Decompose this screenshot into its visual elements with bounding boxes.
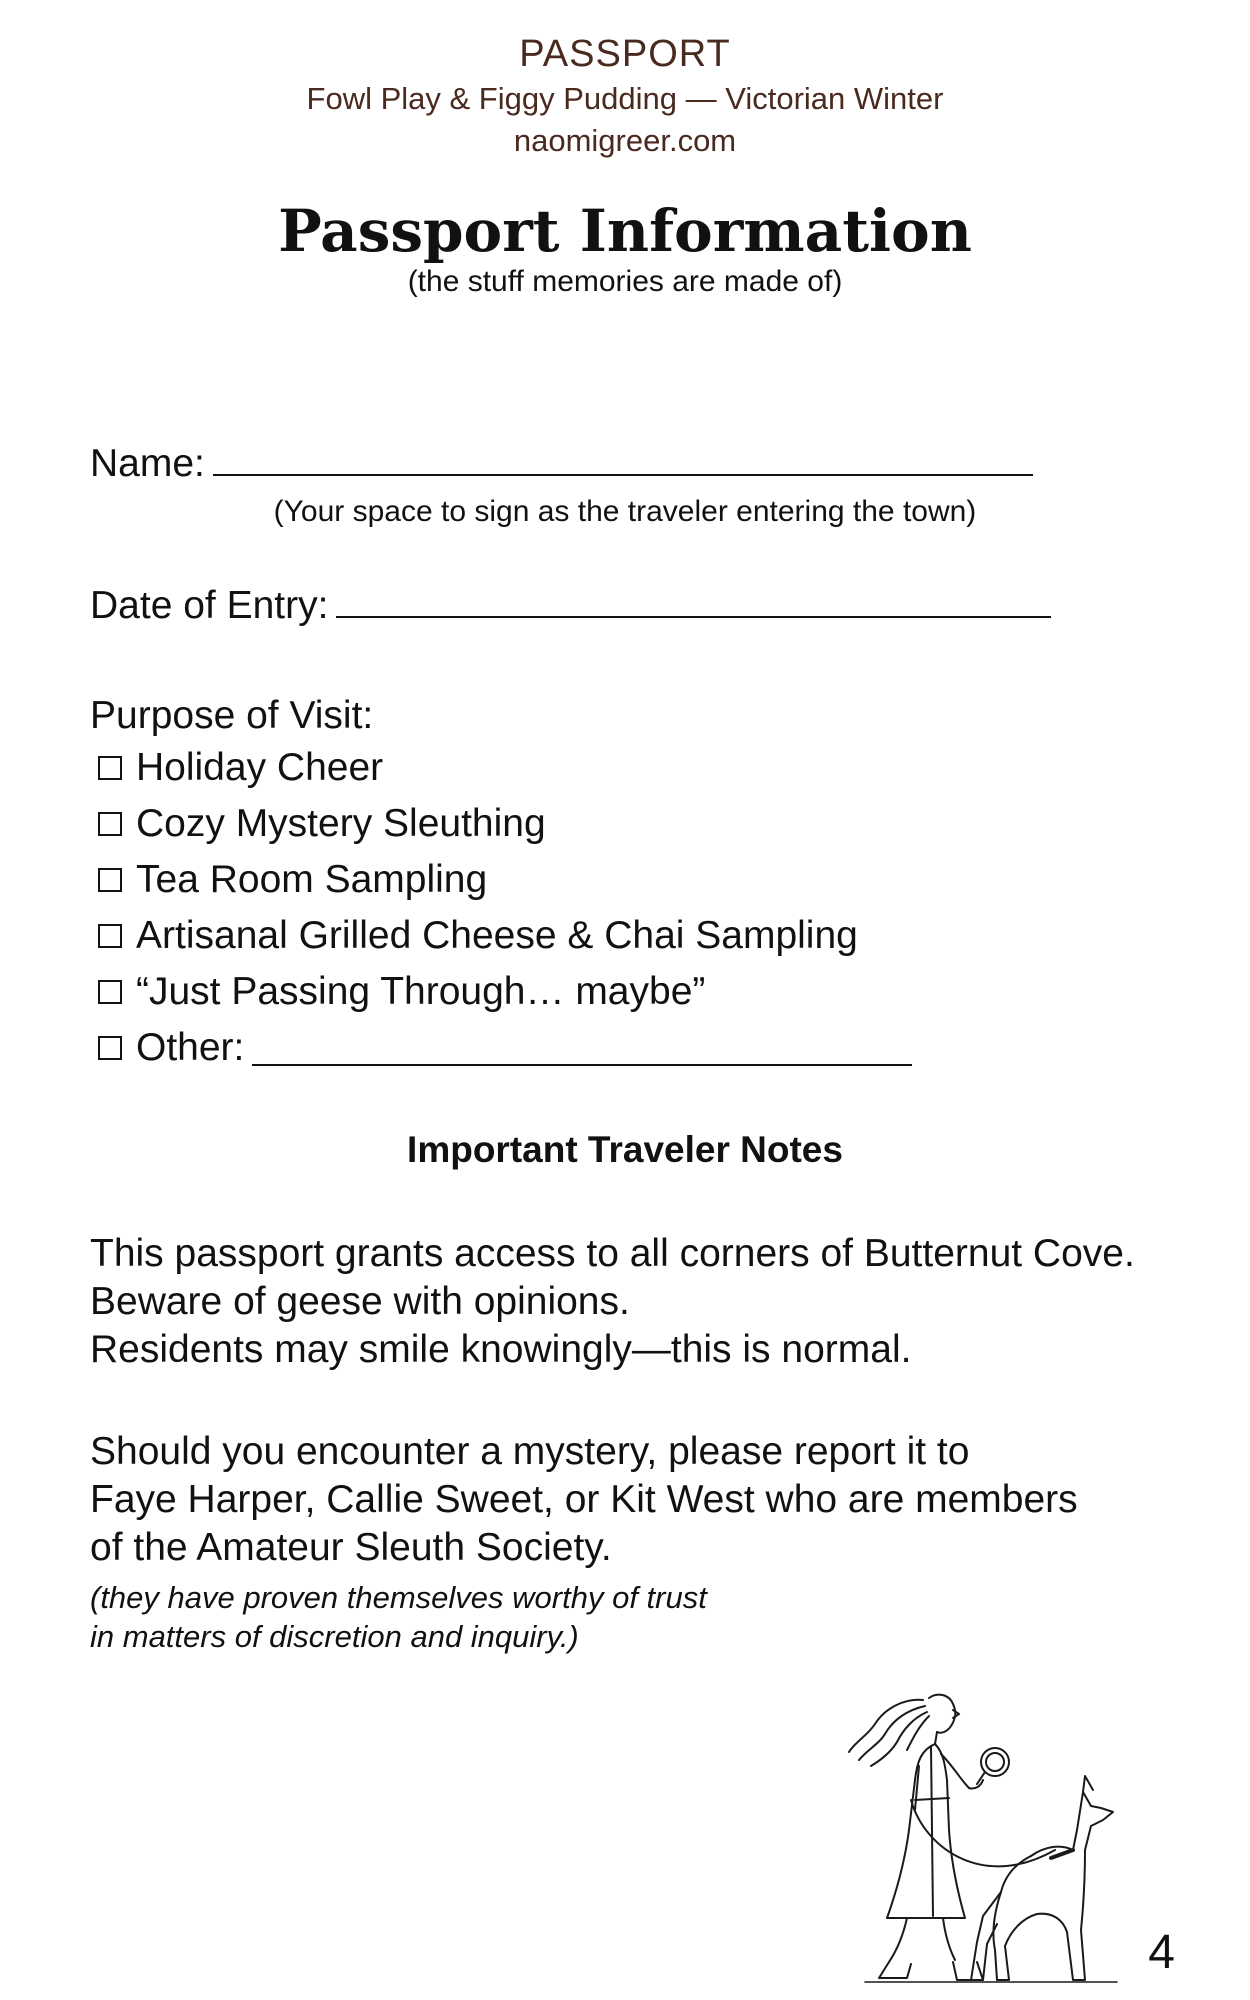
website: naomigreer.com: [513, 123, 737, 158]
date-field: [90, 582, 1051, 630]
name-blank[interactable]: [213, 440, 1033, 476]
option-label: “Just Passing Through… maybe”: [136, 970, 706, 1013]
option-label: Holiday Cheer: [136, 746, 384, 789]
aside-line: (they have proven themselves worthy of trust: [90, 1580, 707, 1615]
other-blank[interactable]: [252, 1030, 912, 1066]
page-subtitle: (the stuff memories are made of): [407, 265, 843, 298]
option-label: Cozy Mystery Sleuthing: [136, 802, 546, 845]
detective-dog-illustration-icon: [845, 1680, 1125, 1985]
checkbox-icon[interactable]: [98, 756, 122, 780]
page-title: Passport Information: [278, 197, 972, 265]
name-hint: (Your space to sign as the traveler entering the town): [273, 495, 977, 528]
purpose-option[interactable]: [98, 1020, 912, 1076]
notes-aside: [90, 1578, 707, 1656]
notes-paragraph-2: [90, 1428, 1078, 1572]
purpose-option[interactable]: [98, 740, 912, 796]
checkbox-icon[interactable]: [98, 924, 122, 948]
option-label: Artisanal Grilled Cheese & Chai Sampling: [136, 914, 858, 957]
purpose-option[interactable]: [98, 908, 912, 964]
purpose-option[interactable]: [98, 964, 912, 1020]
option-label: Other:: [136, 1026, 245, 1069]
notes-heading: Important Traveler Notes: [407, 1129, 843, 1170]
notes-paragraph-1: [90, 1230, 1135, 1374]
name-label: Name:: [90, 442, 205, 485]
date-blank[interactable]: [336, 582, 1051, 618]
option-label: Tea Room Sampling: [136, 858, 488, 901]
checkbox-icon[interactable]: [98, 812, 122, 836]
notes-line: of the Amateur Sleuth Society.: [90, 1526, 612, 1569]
notes-line: Beware of geese with opinions.: [90, 1280, 630, 1323]
notes-line: This passport grants access to all corners of Butternut Cove.: [90, 1232, 1135, 1275]
page-number: 4: [1148, 1926, 1175, 1979]
purpose-option[interactable]: [98, 852, 912, 908]
date-label: Date of Entry:: [90, 584, 329, 627]
purpose-options: [98, 740, 912, 1076]
purpose-label: Purpose of Visit:: [90, 694, 374, 737]
notes-line: Residents may smile knowingly—this is normal.: [90, 1328, 912, 1371]
notes-line: Should you encounter a mystery, please report it to: [90, 1430, 970, 1473]
checkbox-icon[interactable]: [98, 980, 122, 1004]
checkbox-icon[interactable]: [98, 1036, 122, 1060]
purpose-option[interactable]: [98, 796, 912, 852]
aside-line: in matters of discretion and inquiry.): [90, 1619, 579, 1654]
page-header: [0, 30, 1250, 162]
name-field: [90, 440, 1033, 488]
checkbox-icon[interactable]: [98, 868, 122, 892]
notes-line: Faye Harper, Callie Sweet, or Kit West who are members: [90, 1478, 1078, 1521]
header-label: PASSPORT: [519, 33, 731, 75]
book-title: Fowl Play & Figgy Pudding — Victorian Winter: [306, 81, 944, 116]
